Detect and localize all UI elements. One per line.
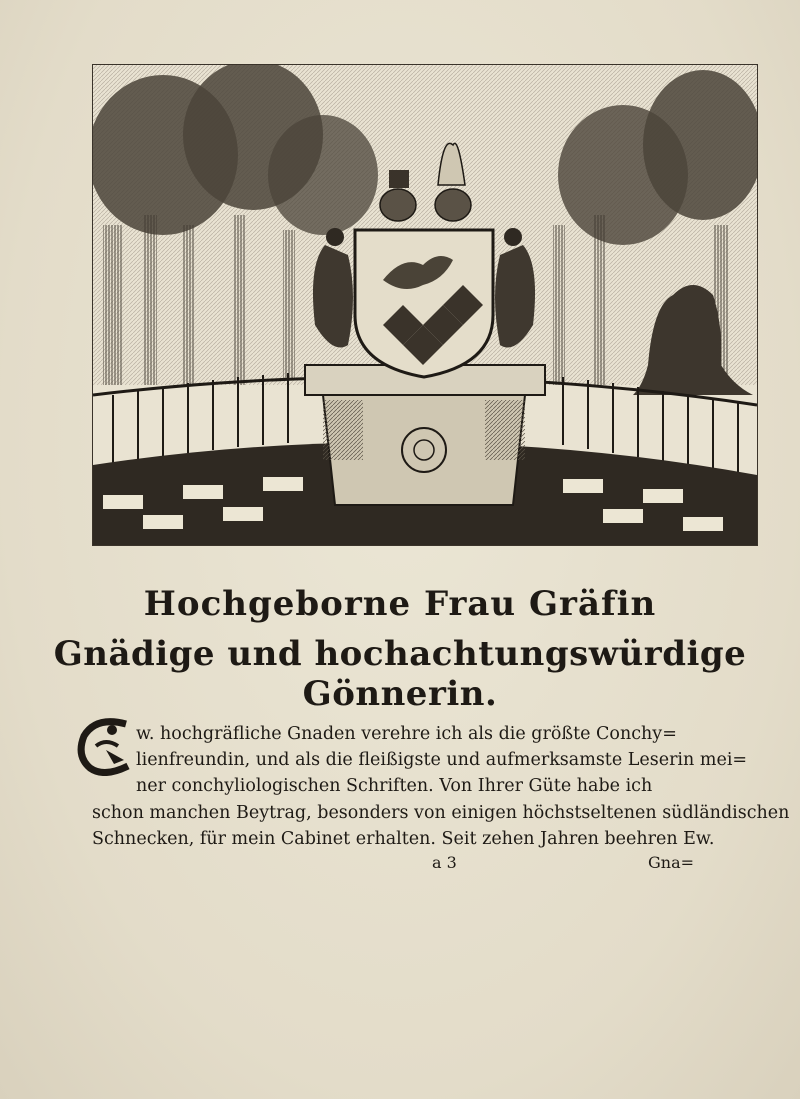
heading-title: Hochgeborne Frau Gräfin [143, 584, 657, 624]
signature-mark: a 3 [432, 853, 457, 872]
paragraph-line-5: Schnecken, für mein Cabinet erhalten. Seit zehen Jahren beehren Ew. [92, 829, 715, 849]
paragraph-line-2: lienfreundin, und als die fleißigste und aufmerksamste Leserin mei= [136, 750, 748, 770]
drop-cap-icon [76, 716, 134, 776]
paragraph-line-1: w. hochgräfliche Gnaden verehre ich als die größte Conchy= [136, 724, 677, 744]
paragraph-line-4: schon manchen Beytrag, besonders von einigen höchstseltenen südländischen [92, 803, 790, 823]
catchword: Gna= [648, 853, 695, 872]
paragraph-line-3: ner conchyliologischen Schriften. Von Ihrer Güte habe ich [136, 776, 653, 796]
coat-of-arms-engraving-icon [93, 65, 757, 545]
engraving-illustration [92, 64, 758, 546]
heading-subtitle: Gnädige und hochachtungswürdige Gönnerin. [53, 634, 747, 714]
